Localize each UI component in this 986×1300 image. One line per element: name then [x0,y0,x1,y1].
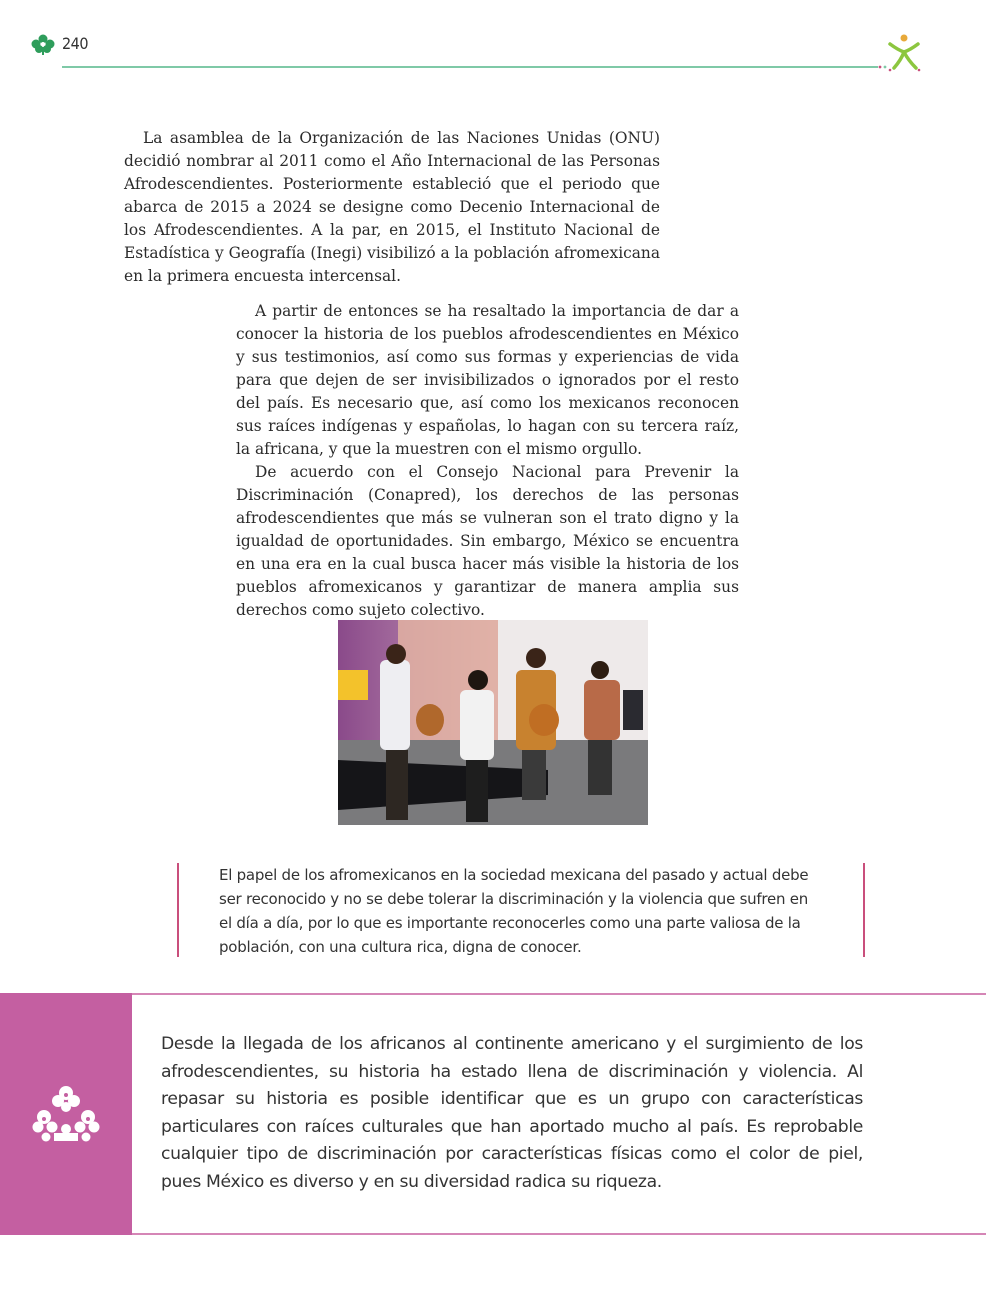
body-paragraph-2: A partir de entonces se ha resaltado la importancia de dar a conocer la historia de los pueblos afrodescendientes en México y sus testimonios, así como sus formas y experiencias de vida para que dejen de ser invisibilizados o ignorados por el resto del país. Es necesario que, así como los mexicanos reconocen sus raíces indígenas y españolas, lo hagan con su tercera raíz, la africana, y que la muestren con el mismo orgullo. [236,302,739,458]
highlight-quote [177,863,865,957]
white-flower-emblem-icon [30,1081,102,1147]
page-number: 240 [62,34,88,53]
quote-left-bar [177,863,179,957]
header-divider [62,66,878,68]
afromexican-musicians-photo [338,620,648,825]
reflection-bottom-rule [132,1233,986,1235]
reflection-box [0,993,986,1235]
body-paragraph-3: De acuerdo con el Consejo Nacional para Prevenir la Discriminación (Conapred), los derechos de las personas afrodescendientes que más se vulneran son el trato digno y la igualdad de oportunidades. Sin embargo, México se encuentra en una era en la cual busca hacer más visible la historia de los pueblos afromexicanos y garantizar de manera amplia sus derechos como sujeto colectivo. [236,463,739,619]
reflection-top-rule [132,993,986,995]
quote-right-bar [863,863,865,957]
figure-with-raised-arms-icon [886,32,922,72]
green-leaf-cluster-icon [30,33,56,55]
reflection-side-panel [0,993,132,1235]
page-header [0,0,986,80]
reflection-text: Desde la llegada de los africanos al continente americano y el surgimiento de los afrodescendientes, su historia ha estado llena de discriminación y violencia. Al repasar su historia es posible identificar que es un grupo con características particulares con raíces culturales que han aportado mucho al país. Es reprobable cualquier tipo de discriminación por características físicas como el color de piel, pues México es diverso y en su diversidad radica su riqueza. [161,1034,863,1192]
quote-text: El papel de los afromexicanos en la sociedad mexicana del pasado y actual debe ser reconocido y no se debe tolerar la discriminación y la violencia que sufren en el día a día, por lo que es importante reconocerles como una parte valiosa de la población, con una cultura rica, digna de conocer. [219,866,809,956]
body-paragraph-1: La asamblea de la Organización de las Naciones Unidas (ONU) decidió nombrar al 2011 como el Año Internacional de las Personas Afrodescendientes. Posteriormente estableció que el periodo que abarca de 2015 a 2024 se designe como Decenio Internacional de los Afrodescendientes. A la par, en 2015, el Instituto Nacional de Estadística y Geografía (Inegi) visibilizó a la población afromexicana en la primera encuesta intercensal. [124,129,660,285]
